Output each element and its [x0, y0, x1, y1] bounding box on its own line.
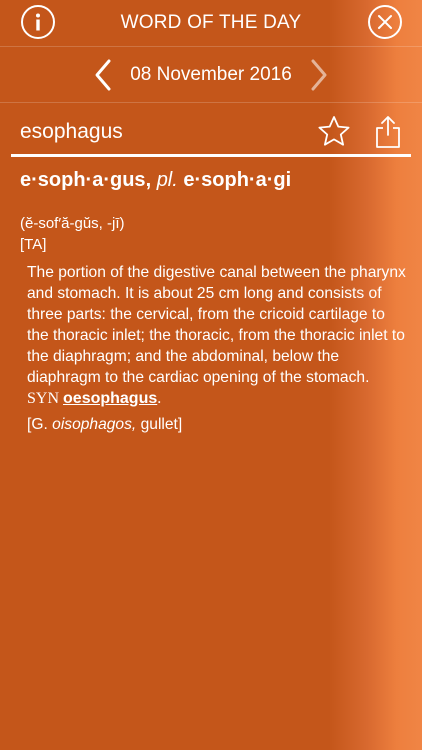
chevron-right-icon[interactable] — [308, 58, 330, 92]
date-navigation — [0, 46, 422, 103]
page-title: WORD OF THE DAY — [120, 12, 302, 33]
top-bar — [0, 0, 422, 47]
plural-label: pl. — [156, 169, 178, 191]
word-bar — [0, 103, 422, 159]
etymology-word: oisophagos, — [52, 416, 137, 433]
pronunciation: (ĕ-sof′ă-gŭs, -jī) — [20, 215, 125, 232]
word-title: esophagus — [20, 120, 123, 143]
etymology-meaning: gullet] — [140, 416, 183, 433]
headword-line — [20, 169, 415, 192]
divider — [11, 154, 411, 157]
synonym-end: . — [157, 390, 162, 407]
headword: e·soph·a·gus — [20, 169, 146, 191]
etymology-open: [G. — [27, 416, 48, 433]
synonym-label: SYN — [27, 390, 60, 407]
star-icon[interactable] — [317, 115, 351, 147]
close-button[interactable] — [368, 5, 402, 39]
headword-separator: , — [145, 169, 152, 191]
plural-form: e·soph·a·gi — [183, 169, 292, 191]
synonym-link[interactable]: oesophagus — [63, 390, 158, 407]
definition-entry — [20, 169, 415, 435]
date-label: 08 November 2016 — [130, 64, 292, 85]
synonym-line — [27, 388, 415, 410]
share-icon[interactable] — [374, 115, 402, 149]
close-icon — [377, 14, 393, 30]
etymology — [27, 414, 415, 435]
definition-text: The portion of the digestive canal between the pharynx and stomach. It is about 25 cm long and consists of three parts: the cervical, from the cricoid cartilage to the thoracic inlet; the thoracic, from the thoracic inlet to the diaphragm; and the abdominal, below the diaphragm to the cardiac opening of the stomach. — [27, 264, 406, 386]
terminology-tag: [TA] — [20, 236, 47, 253]
